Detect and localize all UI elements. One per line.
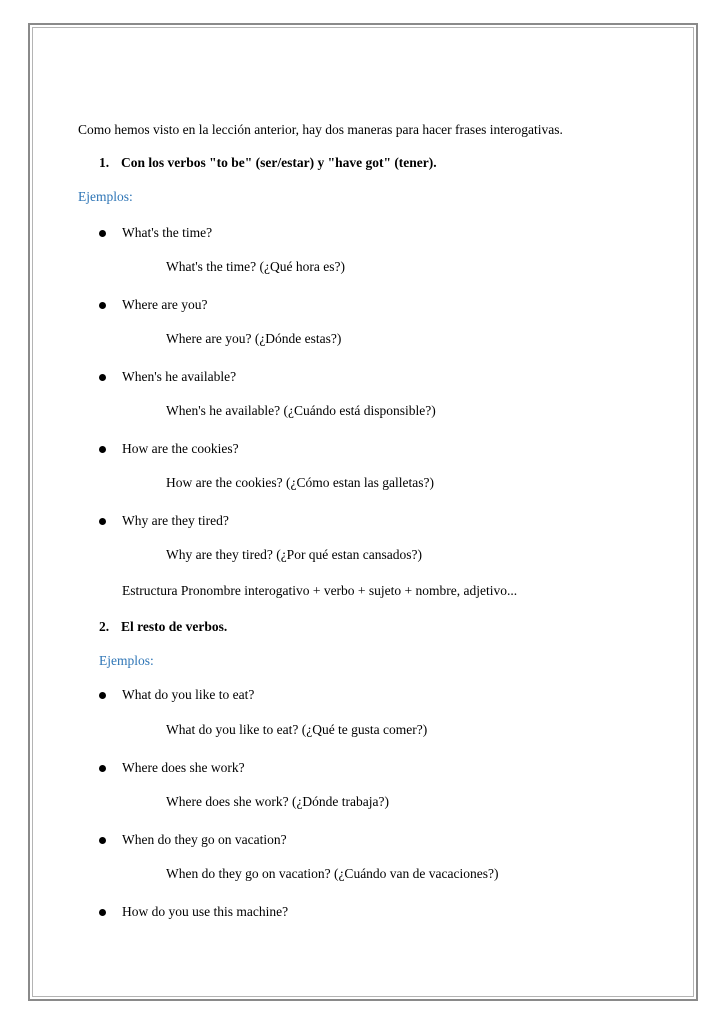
example-translation: How are the cookies? (¿Cómo estan las galletas?) — [166, 475, 435, 490]
bullet-icon — [99, 837, 106, 844]
example-translation: When's he available? (¿Cuándo está disponsible?) — [166, 403, 436, 418]
example-question: What's the time? — [122, 225, 213, 240]
structure-note: Estructura Pronombre interogativo + verbo + sujeto + nombre, adjetivo... — [122, 583, 518, 598]
intro-paragraph: Como hemos visto en la lección anterior, hay dos maneras para hacer frases interogativas. — [78, 122, 563, 137]
example-translation: Where does she work? (¿Dónde trabaja?) — [166, 794, 390, 809]
section-1-examples-label: Ejemplos: — [78, 189, 133, 204]
list-item — [78, 686, 678, 704]
example-question: How do you use this machine? — [122, 904, 289, 919]
example-translation: Why are they tired? (¿Por qué estan cansados?) — [166, 547, 423, 562]
bullet-icon — [99, 765, 106, 772]
list-item — [78, 368, 678, 386]
bullet-icon — [99, 302, 106, 309]
bullet-icon — [99, 909, 106, 916]
example-translation: What's the time? (¿Qué hora es?) — [166, 259, 345, 274]
bullet-icon — [99, 518, 106, 525]
list-item — [78, 512, 678, 530]
example-question: Where does she work? — [122, 760, 245, 775]
example-translation: What do you like to eat? (¿Qué te gusta comer?) — [166, 722, 428, 737]
bullet-icon — [99, 446, 106, 453]
section-2-title: El resto de verbos. — [121, 619, 228, 634]
bullet-icon — [99, 230, 106, 237]
bullet-icon — [99, 692, 106, 699]
list-item — [78, 831, 678, 849]
example-translation: Where are you? (¿Dónde estas?) — [166, 331, 342, 346]
section-2-heading — [99, 618, 227, 636]
example-question: How are the cookies? — [122, 441, 239, 456]
section-2-number: 2. — [99, 619, 110, 634]
example-question: When do they go on vacation? — [122, 832, 287, 847]
section-2-examples-label: Ejemplos: — [99, 653, 154, 668]
list-item — [78, 296, 678, 314]
example-translation: When do they go on vacation? (¿Cuándo van de vacaciones?) — [166, 866, 499, 881]
bullet-icon — [99, 374, 106, 381]
list-item — [78, 224, 678, 242]
list-item — [78, 440, 678, 458]
example-question: Why are they tired? — [122, 513, 229, 528]
example-question: What do you like to eat? — [122, 687, 255, 702]
example-question: Where are you? — [122, 297, 208, 312]
list-item — [78, 759, 678, 777]
list-item — [78, 903, 678, 921]
section-1-title: Con los verbos "to be" (ser/estar) y "have got" (tener). — [121, 155, 437, 170]
example-question: When's he available? — [122, 369, 237, 384]
section-1-number: 1. — [99, 155, 110, 170]
section-1-heading — [99, 154, 437, 172]
